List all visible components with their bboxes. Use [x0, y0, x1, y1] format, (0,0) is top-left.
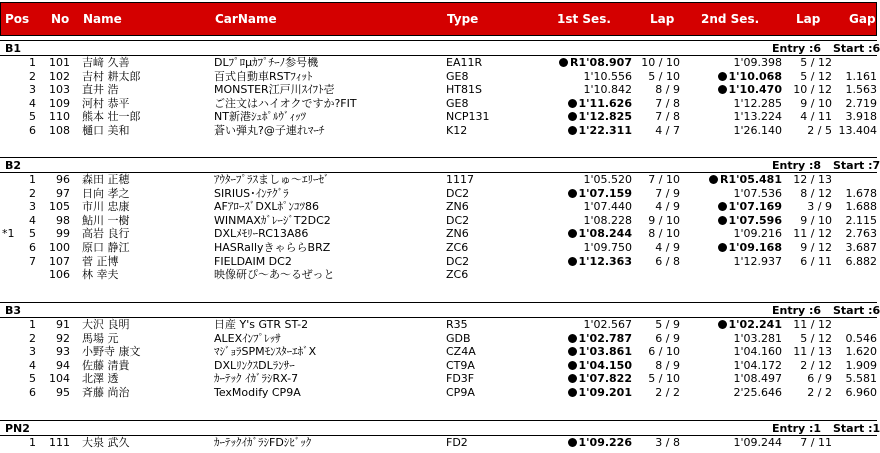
- lap-time-text: 1'03.861: [578, 345, 632, 359]
- table-row: [0, 187, 880, 200]
- header-1st-session: 1st Ses.: [557, 12, 611, 26]
- cell-car: 映像研ぴ～あ～るぜっと: [214, 268, 335, 282]
- lap-time-text: 1'04.150: [578, 358, 632, 372]
- table-row: [0, 332, 880, 345]
- cell-no: 103: [49, 83, 70, 97]
- best-lap-dot-icon: [568, 347, 577, 356]
- cell-no: 104: [49, 372, 70, 386]
- cell-lap1: 7 / 8: [655, 110, 680, 124]
- lap-time-text: 1'09.226: [578, 436, 632, 449]
- lap-time-text: R1'08.907: [570, 56, 632, 69]
- cell-pos: 6: [29, 386, 36, 399]
- cell-gap: 3.687: [845, 241, 877, 254]
- cell-lap1: 8 / 9: [655, 358, 680, 372]
- cell-name: 菅 正博: [82, 254, 119, 268]
- cell-lap1: 7 / 8: [655, 96, 680, 110]
- cell-no: 93: [56, 345, 70, 359]
- cell-s2: [670, 70, 782, 83]
- table-row: [0, 173, 880, 186]
- cell-no: 100: [49, 241, 70, 254]
- best-lap-dot-icon: [568, 229, 577, 238]
- cell-type: ZN6: [446, 200, 469, 214]
- cell-name: 直井 浩: [82, 83, 119, 97]
- cell-no: 98: [56, 213, 70, 227]
- cell-gap: 1.620: [845, 345, 877, 359]
- cell-lap2: 8 / 12: [800, 186, 832, 200]
- lap-time-text: 1'07.822: [578, 372, 632, 386]
- cell-lap1: 8 / 10: [648, 227, 680, 241]
- entry-count: Entry :6: [772, 42, 822, 55]
- cell-s2: [670, 318, 782, 331]
- section-divider: [0, 420, 877, 421]
- cell-lap2: 11 / 13: [793, 345, 832, 359]
- cell-name: 吉村 耕太郎: [82, 69, 141, 83]
- cell-lap1: 5 / 10: [648, 372, 680, 386]
- cell-name: 市川 忠康: [82, 200, 130, 214]
- cell-car: 蒼い弾丸?@子連れﾏｰﾁ: [214, 124, 325, 137]
- cell-name: 林 幸夫: [82, 268, 119, 282]
- cell-lap2: 11 / 12: [793, 318, 832, 331]
- section-title: B3: [5, 304, 22, 317]
- cell-mark: *1: [2, 227, 15, 241]
- cell-lap2: 2 / 2: [807, 386, 832, 399]
- cell-s1: [528, 56, 632, 69]
- cell-car: ALEXｲﾝﾌﾟﾚｯｻ: [214, 331, 281, 345]
- cell-lap1: 7 / 10: [648, 173, 680, 186]
- cell-type: EA11R: [446, 56, 483, 69]
- header-2nd-session: 2nd Ses.: [701, 12, 760, 26]
- cell-gap: 1.563: [845, 83, 877, 97]
- cell-no: 111: [49, 436, 70, 449]
- cell-s1: 1'02.567: [583, 318, 632, 331]
- cell-no: 92: [56, 331, 70, 345]
- cell-pos: 3: [29, 83, 36, 97]
- cell-type: 1117: [446, 173, 474, 186]
- table-row: [0, 359, 880, 372]
- section-divider: [0, 157, 877, 158]
- cell-lap1: 4 / 7: [655, 124, 680, 137]
- cell-pos: 1: [29, 436, 36, 449]
- table-row: [0, 255, 880, 268]
- section-title: B2: [5, 159, 22, 172]
- cell-gap: 2.719: [845, 96, 877, 110]
- cell-type: ZC6: [446, 241, 469, 254]
- cell-name: 熊本 壮一郎: [82, 110, 141, 124]
- best-lap-dot-icon: [568, 438, 577, 447]
- cell-no: 96: [56, 173, 70, 186]
- cell-name: 斉藤 尚治: [82, 386, 130, 399]
- cell-s2: 1'03.281: [733, 331, 782, 345]
- cell-no: 109: [49, 96, 70, 110]
- cell-no: 102: [49, 69, 70, 83]
- cell-name: 鮎川 一樹: [82, 213, 130, 227]
- cell-pos: 7: [29, 254, 36, 268]
- cell-name: 佐藤 清貴: [82, 358, 130, 372]
- cell-lap1: 4 / 9: [655, 241, 680, 254]
- cell-pos: 3: [29, 345, 36, 359]
- lap-time-text: R1'05.481: [720, 173, 782, 186]
- cell-s2: 1'08.497: [733, 372, 782, 386]
- cell-gap: 2.115: [845, 213, 877, 227]
- cell-s1: 1'07.440: [583, 200, 632, 214]
- cell-gap: 1.161: [845, 69, 877, 83]
- cell-car: HASRallyきゃららBRZ: [214, 241, 331, 254]
- cell-s1: 1'08.228: [583, 213, 632, 227]
- cell-type: K12: [446, 124, 468, 137]
- cell-s1: [528, 386, 632, 399]
- cell-car: ﾏｼﾞｮﾗSPMﾓﾝｽﾀｰｴﾎﾞⅩ: [214, 345, 317, 359]
- lap-time-text: 1'07.596: [728, 213, 782, 227]
- cell-gap: 6.960: [845, 386, 877, 399]
- cell-s2: [670, 241, 782, 254]
- cell-lap1: 5 / 9: [655, 318, 680, 331]
- cell-no: 108: [49, 124, 70, 137]
- start-count: Start :7: [833, 159, 880, 172]
- best-lap-dot-icon: [568, 99, 577, 108]
- cell-s2: 1'09.216: [733, 227, 782, 241]
- cell-pos: 6: [29, 241, 36, 254]
- cell-name: 日向 孝之: [82, 186, 130, 200]
- cell-lap2: 2 / 5: [807, 124, 832, 137]
- best-lap-dot-icon: [718, 85, 727, 94]
- header-lap-1: Lap: [650, 12, 675, 26]
- table-row: [0, 83, 880, 96]
- cell-s2: [670, 83, 782, 96]
- column-header-bar: [0, 2, 877, 36]
- cell-lap1: 3 / 8: [655, 436, 680, 449]
- cell-no: 94: [56, 358, 70, 372]
- lap-time-text: 1'02.241: [728, 318, 782, 331]
- start-count: Start :6: [833, 42, 880, 55]
- lap-time-text: 1'10.068: [728, 69, 782, 83]
- cell-pos: 5: [29, 227, 36, 241]
- table-row: [0, 56, 880, 69]
- cell-lap1: 5 / 10: [648, 69, 680, 83]
- cell-no: 106: [49, 268, 70, 282]
- cell-car: DXLﾒﾓﾘｰRC13A86: [214, 227, 309, 241]
- cell-s2: 2'25.646: [733, 386, 782, 399]
- cell-gap: 5.581: [845, 372, 877, 386]
- cell-car: ご注文はハイオクですか?FIT: [214, 96, 357, 110]
- best-lap-dot-icon: [718, 216, 727, 225]
- cell-gap: 1.909: [845, 358, 877, 372]
- cell-pos: 2: [29, 69, 36, 83]
- cell-name: 北澤 透: [82, 372, 119, 386]
- cell-type: FD3F: [446, 372, 475, 386]
- table-row: [0, 227, 880, 240]
- cell-s1: 1'05.520: [583, 173, 632, 186]
- cell-lap2: 9 / 10: [800, 213, 832, 227]
- cell-s2: 1'04.172: [733, 358, 782, 372]
- cell-type: GDB: [446, 331, 471, 345]
- cell-lap1: 9 / 10: [648, 213, 680, 227]
- cell-no: 99: [56, 227, 70, 241]
- cell-name: 高岩 良行: [82, 227, 130, 241]
- cell-name: 河村 恭平: [82, 96, 130, 110]
- cell-car: FIELDAIM DC2: [214, 254, 292, 268]
- cell-car: MONSTER江戸川ｽｲﾌﾄ壱: [214, 83, 335, 97]
- cell-lap2: 9 / 12: [800, 241, 832, 254]
- section-divider: [0, 302, 877, 303]
- cell-lap1: 8 / 9: [655, 83, 680, 97]
- cell-pos: 4: [29, 96, 36, 110]
- cell-lap1: 6 / 8: [655, 254, 680, 268]
- cell-gap: 6.882: [845, 254, 877, 268]
- cell-type: FD2: [446, 436, 468, 449]
- cell-s1: [528, 187, 632, 200]
- best-lap-dot-icon: [718, 320, 727, 329]
- cell-type: CZ4A: [446, 345, 476, 359]
- header-type: Type: [447, 12, 479, 26]
- cell-pos: 3: [29, 200, 36, 214]
- cell-lap1: 4 / 9: [655, 200, 680, 214]
- lap-time-text: 1'12.363: [578, 254, 632, 268]
- cell-s1: [528, 436, 632, 449]
- cell-type: HT81S: [446, 83, 482, 97]
- cell-name: 樋口 美和: [82, 124, 130, 137]
- cell-s1: [528, 345, 632, 358]
- cell-s1: [528, 124, 632, 137]
- cell-s2: 1'12.285: [733, 96, 782, 110]
- cell-car: NT新港ｼｭﾎﾟﾙｳﾞｨｯﾂ: [214, 110, 306, 124]
- lap-time-text: 1'07.159: [578, 186, 632, 200]
- cell-car: AFｱﾛｰｽﾞDXLﾎﾟﾝｺﾂ86: [214, 200, 319, 214]
- table-row: [0, 241, 880, 254]
- lap-time-text: 1'12.825: [578, 110, 632, 124]
- cell-lap2: 6 / 9: [807, 372, 832, 386]
- table-row: [0, 436, 880, 449]
- cell-s1: [528, 359, 632, 372]
- cell-pos: 4: [29, 358, 36, 372]
- best-lap-dot-icon: [718, 72, 727, 81]
- cell-s2: 1'09.244: [733, 436, 782, 449]
- cell-pos: 1: [29, 318, 36, 331]
- cell-pos: 2: [29, 186, 36, 200]
- cell-no: 101: [49, 56, 70, 69]
- cell-gap: 1.678: [845, 186, 877, 200]
- cell-lap1: 6 / 9: [655, 331, 680, 345]
- cell-s1: [528, 97, 632, 110]
- cell-car: DXLﾘﾝｸｽDLﾗﾝｻｰ: [214, 358, 295, 372]
- table-row: [0, 268, 880, 281]
- cell-name: 原口 静江: [82, 241, 130, 254]
- header-pos: Pos: [5, 12, 30, 26]
- lap-time-text: 1'07.169: [728, 200, 782, 214]
- best-lap-dot-icon: [568, 126, 577, 135]
- header-name: Name: [83, 12, 122, 26]
- start-count: Start :1: [833, 422, 880, 435]
- cell-lap2: 3 / 9: [807, 200, 832, 214]
- lap-time-text: 1'09.201: [578, 386, 632, 399]
- cell-name: 小野寺 康文: [82, 345, 141, 359]
- best-lap-dot-icon: [568, 388, 577, 397]
- cell-car: 日産 Y's GTR ST-2: [214, 318, 309, 331]
- cell-s1: 1'10.556: [583, 69, 632, 83]
- section-divider: [0, 40, 877, 41]
- entry-count: Entry :1: [772, 422, 822, 435]
- cell-car: 百式自動車RSTﾌｨｯﾄ: [214, 69, 313, 83]
- cell-no: 91: [56, 318, 70, 331]
- cell-car: ｶｰﾃｯｸ ｲｶﾞﾗｼRX-7: [214, 372, 299, 386]
- best-lap-dot-icon: [568, 257, 577, 266]
- start-count: Start :6: [833, 304, 880, 317]
- table-row: [0, 372, 880, 385]
- header-lap-2: Lap: [796, 12, 821, 26]
- cell-lap2: 11 / 12: [793, 227, 832, 241]
- table-row: [0, 110, 880, 123]
- header-no: No: [51, 12, 70, 26]
- table-row: [0, 70, 880, 83]
- cell-s1: [528, 110, 632, 123]
- cell-car: TexModify CP9A: [214, 386, 301, 399]
- cell-name: 大泉 武久: [82, 436, 130, 449]
- best-lap-dot-icon: [718, 243, 727, 252]
- cell-car: WINMAXｶﾞﾚｰｼﾞT2DC2: [214, 213, 331, 227]
- cell-s1: 1'10.842: [583, 83, 632, 97]
- cell-no: 110: [49, 110, 70, 124]
- best-lap-dot-icon: [568, 189, 577, 198]
- cell-type: R35: [446, 318, 468, 331]
- table-row: [0, 214, 880, 227]
- cell-lap2: 5 / 12: [800, 331, 832, 345]
- cell-pos: 5: [29, 372, 36, 386]
- header-carname: CarName: [215, 12, 277, 26]
- cell-s2: [670, 200, 782, 213]
- cell-no: 95: [56, 386, 70, 399]
- best-lap-dot-icon: [568, 112, 577, 121]
- cell-lap1: 2 / 2: [655, 386, 680, 399]
- cell-pos: 2: [29, 331, 36, 345]
- cell-lap1: 7 / 9: [655, 186, 680, 200]
- cell-s2: 1'09.398: [733, 56, 782, 69]
- cell-car: ｱｳﾀｰﾌﾟﾗｽましゅ～ｴﾘｰｾﾞ: [214, 173, 330, 186]
- cell-no: 97: [56, 186, 70, 200]
- cell-s1: [528, 255, 632, 268]
- cell-type: ZN6: [446, 227, 469, 241]
- cell-s1: 1'09.750: [583, 241, 632, 254]
- best-lap-dot-icon: [718, 202, 727, 211]
- cell-s1: [528, 332, 632, 345]
- cell-lap2: 2 / 12: [800, 358, 832, 372]
- cell-lap2: 5 / 12: [800, 56, 832, 69]
- lap-time-text: 1'02.787: [578, 331, 632, 345]
- table-row: [0, 345, 880, 358]
- section-title: PN2: [5, 422, 30, 435]
- cell-type: GE8: [446, 96, 469, 110]
- cell-s1: [528, 372, 632, 385]
- cell-lap1: 10 / 10: [641, 56, 680, 69]
- cell-type: DC2: [446, 213, 470, 227]
- cell-lap2: 12 / 13: [793, 173, 832, 186]
- lap-time-text: 1'10.470: [728, 83, 782, 97]
- best-lap-dot-icon: [568, 334, 577, 343]
- table-row: [0, 200, 880, 213]
- cell-no: 107: [49, 254, 70, 268]
- best-lap-dot-icon: [559, 58, 568, 67]
- cell-gap: 2.763: [845, 227, 877, 241]
- cell-pos: 1: [29, 173, 36, 186]
- cell-type: DC2: [446, 186, 470, 200]
- cell-type: ZC6: [446, 268, 469, 282]
- cell-car: SIRIUS･ｲﾝﾃｸﾞﾗ: [214, 186, 289, 200]
- cell-gap: 0.546: [845, 331, 877, 345]
- cell-s2: 1'07.536: [733, 186, 782, 200]
- cell-lap2: 6 / 11: [800, 254, 832, 268]
- entry-count: Entry :6: [772, 304, 822, 317]
- cell-lap2: 7 / 11: [800, 436, 832, 449]
- header-gap: Gap: [849, 12, 876, 26]
- cell-pos: 4: [29, 213, 36, 227]
- cell-car: DLﾌﾟﾛμｶﾌﾟﾁｰﾉ参号機: [214, 56, 319, 69]
- cell-lap2: 5 / 12: [800, 69, 832, 83]
- table-row: [0, 97, 880, 110]
- cell-s1: [528, 227, 632, 240]
- lap-time-text: 1'22.311: [578, 124, 632, 137]
- lap-time-text: 1'09.168: [728, 241, 782, 254]
- cell-name: 森田 正穂: [82, 173, 130, 186]
- cell-lap2: 9 / 10: [800, 96, 832, 110]
- cell-s2: 1'13.224: [733, 110, 782, 124]
- table-row: [0, 124, 880, 137]
- cell-no: 105: [49, 200, 70, 214]
- section-title: B1: [5, 42, 22, 55]
- best-lap-dot-icon: [568, 361, 577, 370]
- cell-s2: 1'26.140: [733, 124, 782, 137]
- cell-type: GE8: [446, 69, 469, 83]
- cell-pos: 5: [29, 110, 36, 124]
- best-lap-dot-icon: [568, 374, 577, 383]
- lap-time-text: 1'08.244: [578, 227, 632, 241]
- entry-count: Entry :8: [772, 159, 822, 172]
- cell-gap: 13.404: [838, 124, 877, 137]
- cell-s2: 1'04.160: [733, 345, 782, 359]
- cell-type: DC2: [446, 254, 470, 268]
- cell-car: ｶｰﾃｯｸｲｶﾞﾗｼFDｼﾋﾞｯｸ: [214, 436, 312, 449]
- cell-name: 吉﨑 久善: [82, 56, 130, 69]
- cell-lap2: 10 / 12: [793, 83, 832, 97]
- table-row: [0, 386, 880, 399]
- cell-name: 馬場 元: [82, 331, 119, 345]
- lap-time-text: 1'11.626: [578, 96, 632, 110]
- table-row: [0, 318, 880, 331]
- cell-lap2: 4 / 11: [800, 110, 832, 124]
- cell-type: CP9A: [446, 386, 475, 399]
- cell-s2: [670, 214, 782, 227]
- cell-name: 大沢 良明: [82, 318, 130, 331]
- cell-gap: 3.918: [845, 110, 877, 124]
- cell-type: NCP131: [446, 110, 490, 124]
- cell-gap: 1.688: [845, 200, 877, 214]
- cell-s2: 1'12.937: [733, 254, 782, 268]
- cell-pos: 6: [29, 124, 36, 137]
- cell-lap1: 6 / 10: [648, 345, 680, 359]
- cell-s2: [670, 173, 782, 186]
- cell-pos: 1: [29, 56, 36, 69]
- cell-type: CT9A: [446, 358, 475, 372]
- best-lap-dot-icon: [709, 175, 718, 184]
